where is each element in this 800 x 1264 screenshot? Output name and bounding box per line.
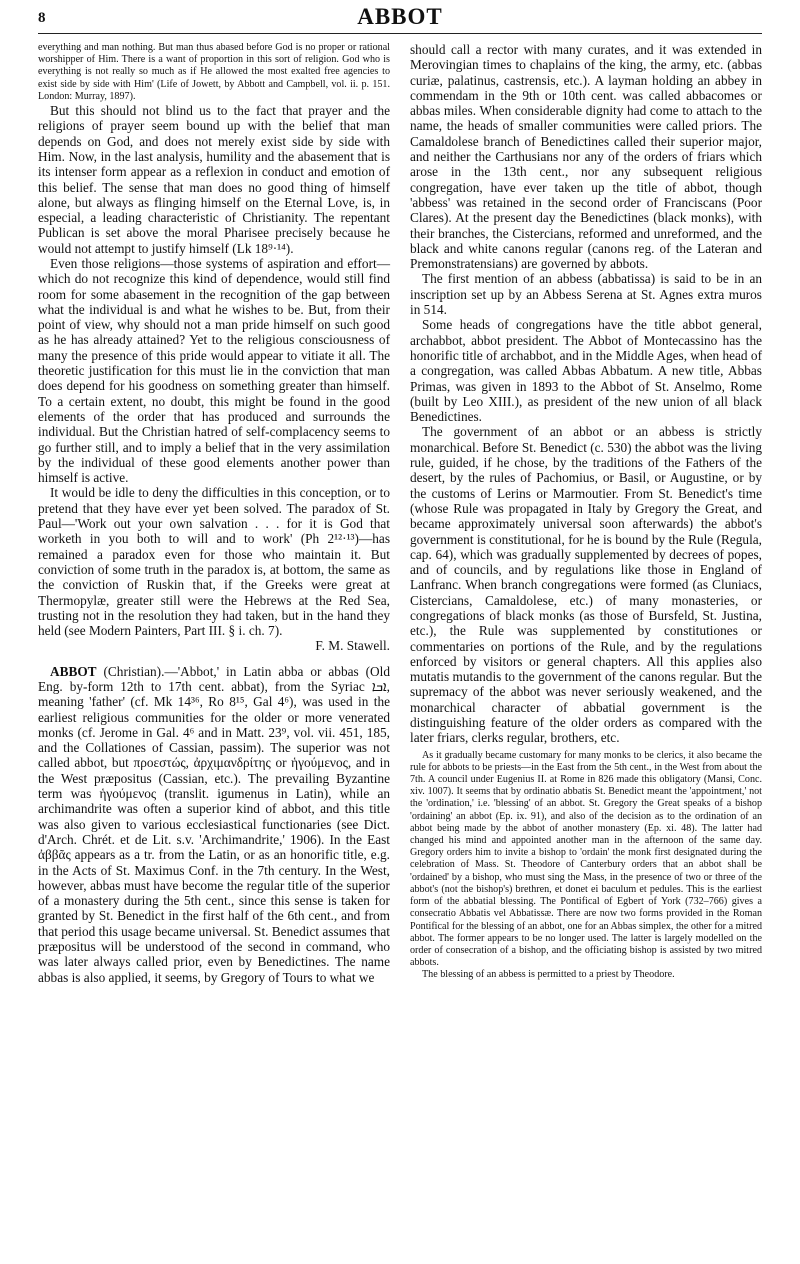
article-body <box>38 103 390 638</box>
note-paragraph: As it gradually became customary for many monks to be clerics, it also became the rule for abbots to be priests—in the East from the 5th cent., in the West from about the 7th. A council under Eugenius II. at Rome in 826 made this obligatory (Mansi, Conc. xiv. 1007). It seems that by ordinatio abbatis St. Benedict meant the 'appointment,' not the 'ordination,' i.e. 'blessing' of an abbot. St. Gregory the Great speaks of a bishop 'ordaining' an abbot (Ep. ix. 91), and also of the decision as to the ordination of an abbot being made by the abbot of another monastery (Ep. xi. 48). The latter had changed his mind and appointed another man in the afternoon of the same day. Gregory orders him to invite a bishop to 'ordain' the monk first designated during the celebration of Mass. St. Theodore of Canterbury orders that an abbot shall be 'ordained' by a bishop, who must sing the Mass, in the presence of two or three of the abbot's (not the bishop's) brethren, et donet ei baculum et pedules. This is the earliest form of the abbatial blessing. The Pontifical of Egbert of York (732–766) gives a consecratio Abbatis vel Abbatissæ. There are now two forms provided in the Roman Pontifical for the blessing of an abbot, one for an Abbas simplex, the other for a mitred abbot. The former appears to be no longer used. The latter is largely modelled on the order of consecration of a bishop, and the officiating bishop is assisted by two mitred abbots. <box>410 749 762 969</box>
body-paragraph: The government of an abbot or an abbess is strictly monarchical. Before St. Benedict (c. 530) the abbot was the living rule, guided, if he chose, by the traditions of the Fathers of the desert, by the rules of Pachomius, or Basil, or Augustine, or by the customs of Lerins or Marmoutier. From St. Benedict's time (whose Rule was propagated in Italy by Gregory the Great, and became approximately universal soon afterwards) the abbot's government is constitutional, for he is bound by the Rule (Regula, cap. 64), which was gradually supplemented by decrees of popes, and of councils, and by regulations like those in England of Lanfranc. When branch congregations were formed (as Cluniacs, Cistercians, Camaldolese, etc.) of many monasteries, or congregations of black monks (as those of Bursfeld, St. Justina, etc.), the Rule was supplemented by constitutiones or commentaries on portions of the Rule, and by the regulations enforced by visitors or general chapters. All this applies also mutatis mutandis to the government of the canons regular. But the supremacy of the abbot was never seriously weakened, and the monarchical character of abbatial government is the distinguishing feature of the older orders as compared with the later friars, clerks regular, brothers, etc. <box>410 424 762 746</box>
small-print-note <box>410 750 762 982</box>
body-paragraph: Some heads of congregations have the title abbot general, archabbot, abbot president. The Abbot of Montecassino has the honorific title of archabbot, and in the Middle Ages, when head of a congregation, was called Abbas Abbatum. A new title, Abbas Primas, was given in 1893 to the Abbot of St. Anselmo, Rome (built by Leo XIII.), as president of the new union of all black Benedictines. <box>410 317 762 425</box>
footnote-continuation <box>38 42 390 103</box>
body-paragraph: The first mention of an abbess (abbatissa) is said to be in an inscription set up by an Abbess Serena at St. Agnes extra muros in 514. <box>410 271 762 318</box>
right-column <box>410 42 762 982</box>
author-signature: F. M. Stawell. <box>315 638 390 654</box>
left-column <box>38 42 390 985</box>
note-paragraph: The blessing of an abbess is permitted to a priest by Theodore. <box>422 969 675 981</box>
page-number: 8 <box>38 10 46 26</box>
page-header <box>38 0 762 36</box>
entry-text: 'Abbot,' in Latin abba or abbas (Old Eng. by-form 12th to 17th cent. abbat), from the Syriac ܐܒܐ, meaning 'father' (cf. Mk 14³⁶, Ro 8¹⁵, Gal 4⁶), was used in the earliest religious communities for the older or more venerated monks (cf. Jerome in Gal. 4⁶ and in Matt. 23⁹, vol. vii. 451, 185, and the Collationes of Cassian, passim). The superior was not called abbot, but προεστώς, ἀρχιμανδρίτης or ἡγούμενος, and in the West præpositus (Cassian, etc.). The prevailing Byzantine term was ἡγούμενος (translit. igumenus in Latin), while an archimandrite was often a superior kind of abbot, and this title was also given to various ecclesiastical functionaries (see Dict. d'Arch. Chrét. et de Lit. s.v. 'Archimandrite,' 1906). In the East ἀββᾶς appears as a tr. from the Latin, or as an honorific title, e.g. in the Acts of St. Maximus Conf. in the 7th century. In the West, however, abbas must have become the regular title of the superior of a monastery during the 5th cent., since this sense is taken for granted by St. Benedict in the first half of the 6th cent., and from that period this usage became universal. St. Benedict assumes that præpositus will be understood of the second in command, who was later always called prior, even by Benedictines. The name abbas is also applied, it seems, by Gregory of Tours to what we <box>38 663 390 985</box>
body-paragraph: Even those religions—those systems of aspiration and effort—which do not recognize this kind of dependence, would still find room for some abasement in the recognition of the gap between what the individual is and what he wishes to be. But, from their point of view, why should not a man pride himself on such good as he has already attained? Yet to the religious consciousness of many the presence of this pride would appear to vitiate it all. The theoretic justification for this must lie in the conviction that man does depend for his goodness on something greater than himself. To a certain extent, no doubt, this might be found in the good elements of the order that has produced and surrounds the individual. But the Christian hatred of self-complacency seems to go further still, and to imply a belief that in the very assimilation by the individual of these good elements another power than himself is active. <box>38 255 390 486</box>
entry-abbot <box>38 664 390 985</box>
body-paragraph: But this should not blind us to the fact that prayer and the religions of prayer seem bound up with the belief that man depends on God, and does not merely exist side by side with Him. Now, in the last analysis, humility and the abasement that is its intenser form appear as a reflexion in conduct and emotion of this belief. The sense that man does no good thing of himself alone, but always as flinging himself on the Eternal Love, is, in especial, a leading characteristic of Christianity. The repentant Publican is set above the moral Pharisee precisely because he would not attempt to justify himself (Lk 18⁹·¹⁴). <box>38 103 390 256</box>
entry-headword: ABBOT <box>50 663 97 679</box>
footnote-text: everything and man nothing. But man thus abased before God is no proper or rational worshipper of Him. There is a want of proportion in this sort of religion. God who is everything is not really so much as if He allowed the most exalted free agencies to exist side by side with Him' (Life of Jowett, by Abbott and Campbell, vol. ii. p. 151. London: Murray, 1897). <box>38 42 390 102</box>
entry-continuation <box>410 42 762 746</box>
body-paragraph: should call a rector with many curates, and it was extended in Merovingian times to chaplains of the king, the army, etc. (abbas curiæ, palatinus, castrensis, etc.). A layman holding an abbey in commendam in the 9th or 10th cent. was called abbacomes or abbas miles. When considerable dignity had come to attach to the name, the heads of smaller communities were called priors. The Camaldolese branch of Benedictines called their superior major, and neither the Carthusians nor any of the orders of friars which arose in the 13th cent., nor any subsequent religious congregation, have ever taken up the title of abbot, though 'abbess' was retained in the second order of Franciscans (Poor Clares). At the present day the Benedictines (black monks), with their branches, the Cistercians, reformed and unreformed, and the black and white canons regular (canons reg. of the Lateran and Premonstratensians) are governed by abbots. <box>410 42 762 272</box>
author-signature-line <box>38 638 390 653</box>
running-head: ABBOT <box>357 4 443 29</box>
entry-subtitle: (Christian).— <box>96 663 178 679</box>
body-paragraph: It would be idle to deny the difficulties in this conception, or to pretend that they have ever yet been solved. The paradox of St. Paul—'Work out your own salvation . . . for it is God that worketh in you both to will and to work' (Ph 2¹²·¹³)—has remained a paradox even for those who maintain it. But conviction of some truth in the paradox is, at bottom, the same as the conviction of Ruskin that, if the Greeks were great at Thermopylæ, greater still were the Hebrews at the Red Sea, trusting not in the resolution they had taken, but in the hand they held (see Modern Painters, Part III. § i. ch. 7). <box>38 485 390 639</box>
header-rule <box>38 33 762 34</box>
